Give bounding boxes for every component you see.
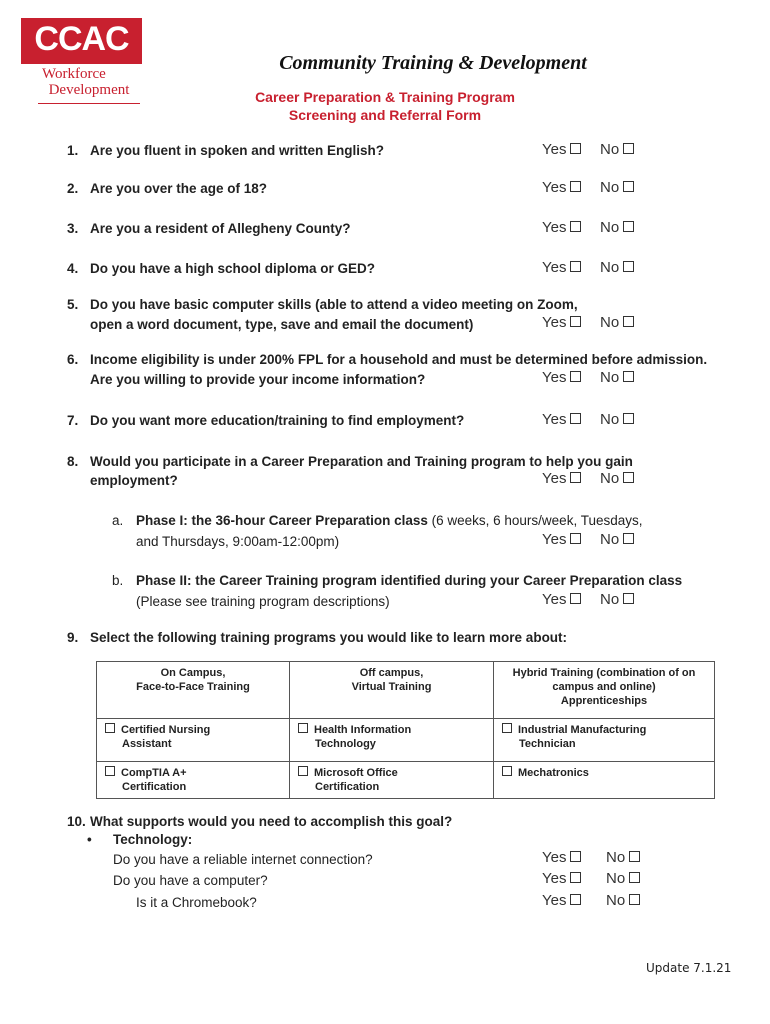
question-5: 5. Do you have basic computer skills (able to attend a video meeting on Zoom, — [67, 297, 578, 312]
question-3: 3. Are you a resident of Allegheny County? — [67, 221, 351, 236]
internet-yes-checkbox[interactable] — [570, 851, 581, 862]
technology-heading: • Technology: — [87, 832, 193, 847]
q1-no-option[interactable]: No — [600, 141, 634, 158]
q8b-no-option[interactable]: No — [600, 591, 634, 608]
question-7: 7. Do you want more education/training to find employment? — [67, 413, 465, 428]
q8-yes-checkbox[interactable] — [570, 472, 581, 483]
computer-yes-checkbox[interactable] — [570, 872, 581, 883]
q8a-yes-option[interactable]: Yes — [542, 531, 581, 548]
question-6-line2: Are you willing to provide your income information? — [90, 372, 426, 387]
internet-yes-option[interactable]: Yes — [542, 849, 581, 866]
question-1: 1. Are you fluent in spoken and written English? — [67, 143, 385, 158]
program-checkbox[interactable] — [105, 766, 115, 776]
q6-yes-checkbox[interactable] — [570, 371, 581, 382]
program-microsoft-office[interactable]: Microsoft Office Certification — [290, 762, 494, 799]
q5-no-option[interactable]: No — [600, 314, 634, 331]
question-5-line2: open a word document, type, save and email the document) — [90, 317, 474, 332]
computer-no-checkbox[interactable] — [629, 872, 640, 883]
question-8a-line2: and Thursdays, 9:00am-12:00pm) — [136, 534, 340, 549]
update-date: Update 7.1.21 — [646, 961, 732, 975]
question-8b-line2: (Please see training program descriptions) — [136, 594, 390, 609]
program-checkbox[interactable] — [105, 723, 115, 733]
header-off-campus: Off campus, Virtual Training — [290, 662, 494, 719]
q6-yes-option[interactable]: Yes — [542, 369, 581, 386]
program-checkbox[interactable] — [502, 766, 512, 776]
q1-yes-checkbox[interactable] — [570, 143, 581, 154]
page-subtitle — [0, 88, 770, 124]
q3-no-checkbox[interactable] — [623, 221, 634, 232]
q2-no-checkbox[interactable] — [623, 181, 634, 192]
program-mechatronics[interactable]: Mechatronics — [494, 762, 715, 799]
logo-brand: CCAC — [34, 20, 129, 58]
q8a-no-checkbox[interactable] — [623, 533, 634, 544]
q8b-yes-checkbox[interactable] — [570, 593, 581, 604]
internet-no-checkbox[interactable] — [629, 851, 640, 862]
chromebook-no-option[interactable]: No — [606, 892, 640, 909]
q8a-no-option[interactable]: No — [600, 531, 634, 548]
q4-yes-checkbox[interactable] — [570, 261, 581, 272]
q3-yes-option[interactable]: Yes — [542, 219, 581, 236]
chromebook-yes-option[interactable]: Yes — [542, 892, 581, 909]
program-cna[interactable]: Certified Nursing Assistant — [97, 719, 290, 762]
header-on-campus: On Campus, Face-to-Face Training — [97, 662, 290, 719]
table-header-row — [97, 662, 715, 719]
program-health-it[interactable]: Health Information Technology — [290, 719, 494, 762]
question-10: 10. What supports would you need to accomplish this goal? — [67, 814, 453, 829]
q7-yes-option[interactable]: Yes — [542, 411, 581, 428]
header-hybrid: Hybrid Training (combination of on campus and online) Apprenticeships — [494, 662, 715, 719]
q1-no-checkbox[interactable] — [623, 143, 634, 154]
q7-no-option[interactable]: No — [600, 411, 634, 428]
question-9: 9. Select the following training programs you would like to learn more about: — [67, 630, 568, 645]
program-checkbox[interactable] — [298, 723, 308, 733]
q5-no-checkbox[interactable] — [623, 316, 634, 327]
q8a-yes-checkbox[interactable] — [570, 533, 581, 544]
question-8a: a. Phase I: the 36-hour Career Preparation class (6 weeks, 6 hours/week, Tuesdays, — [112, 513, 643, 528]
chromebook-no-checkbox[interactable] — [629, 894, 640, 905]
program-checkbox[interactable] — [298, 766, 308, 776]
q6-no-checkbox[interactable] — [623, 371, 634, 382]
q4-no-option[interactable]: No — [600, 259, 634, 276]
computer-yes-option[interactable]: Yes — [542, 870, 581, 887]
subtitle-line1: Career Preparation & Training Program — [255, 89, 515, 105]
q6-no-option[interactable]: No — [600, 369, 634, 386]
table-row — [97, 719, 715, 762]
q8-no-option[interactable]: No — [600, 470, 634, 487]
q3-no-option[interactable]: No — [600, 219, 634, 236]
computer-no-option[interactable]: No — [606, 870, 640, 887]
question-4: 4. Do you have a high school diploma or GED? — [67, 261, 376, 276]
chromebook-yes-checkbox[interactable] — [570, 894, 581, 905]
question-8: 8. Would you participate in a Career Preparation and Training program to help you gain — [67, 454, 633, 469]
subtitle-line2: Screening and Referral Form — [288, 107, 482, 123]
q2-no-option[interactable]: No — [600, 179, 634, 196]
logo-line1: Workforce — [42, 66, 106, 82]
program-industrial-manufacturing[interactable]: Industrial Manufacturing Technician — [494, 719, 715, 762]
logo-line2: Development — [48, 82, 130, 98]
support-internet: Do you have a reliable internet connection? — [113, 852, 373, 867]
program-comptia[interactable]: CompTIA A+ Certification — [97, 762, 290, 799]
question-6: 6. Income eligibility is under 200% FPL for a household and must be determined before admission. — [67, 352, 708, 367]
q3-yes-checkbox[interactable] — [570, 221, 581, 232]
q7-no-checkbox[interactable] — [623, 413, 634, 424]
internet-no-option[interactable]: No — [606, 849, 640, 866]
q5-yes-option[interactable]: Yes — [542, 314, 581, 331]
q8-no-checkbox[interactable] — [623, 472, 634, 483]
q1-yes-option[interactable]: Yes — [542, 141, 581, 158]
q4-yes-option[interactable]: Yes — [542, 259, 581, 276]
q8b-no-checkbox[interactable] — [623, 593, 634, 604]
table-row — [97, 762, 715, 799]
q2-yes-option[interactable]: Yes — [542, 179, 581, 196]
program-checkbox[interactable] — [502, 723, 512, 733]
support-computer: Do you have a computer? — [113, 873, 268, 888]
page-title: Community Training & Development — [279, 52, 587, 74]
q2-yes-checkbox[interactable] — [570, 181, 581, 192]
q5-yes-checkbox[interactable] — [570, 316, 581, 327]
question-2: 2. Are you over the age of 18? — [67, 181, 268, 196]
q8b-yes-option[interactable]: Yes — [542, 591, 581, 608]
question-8-line2: employment? — [90, 473, 178, 488]
question-8b: b. Phase II: the Career Training program identified during your Career Preparation class — [112, 573, 683, 588]
q7-yes-checkbox[interactable] — [570, 413, 581, 424]
training-programs-table — [96, 661, 715, 799]
support-chromebook: Is it a Chromebook? — [136, 895, 257, 910]
q4-no-checkbox[interactable] — [623, 261, 634, 272]
q8-yes-option[interactable]: Yes — [542, 470, 581, 487]
